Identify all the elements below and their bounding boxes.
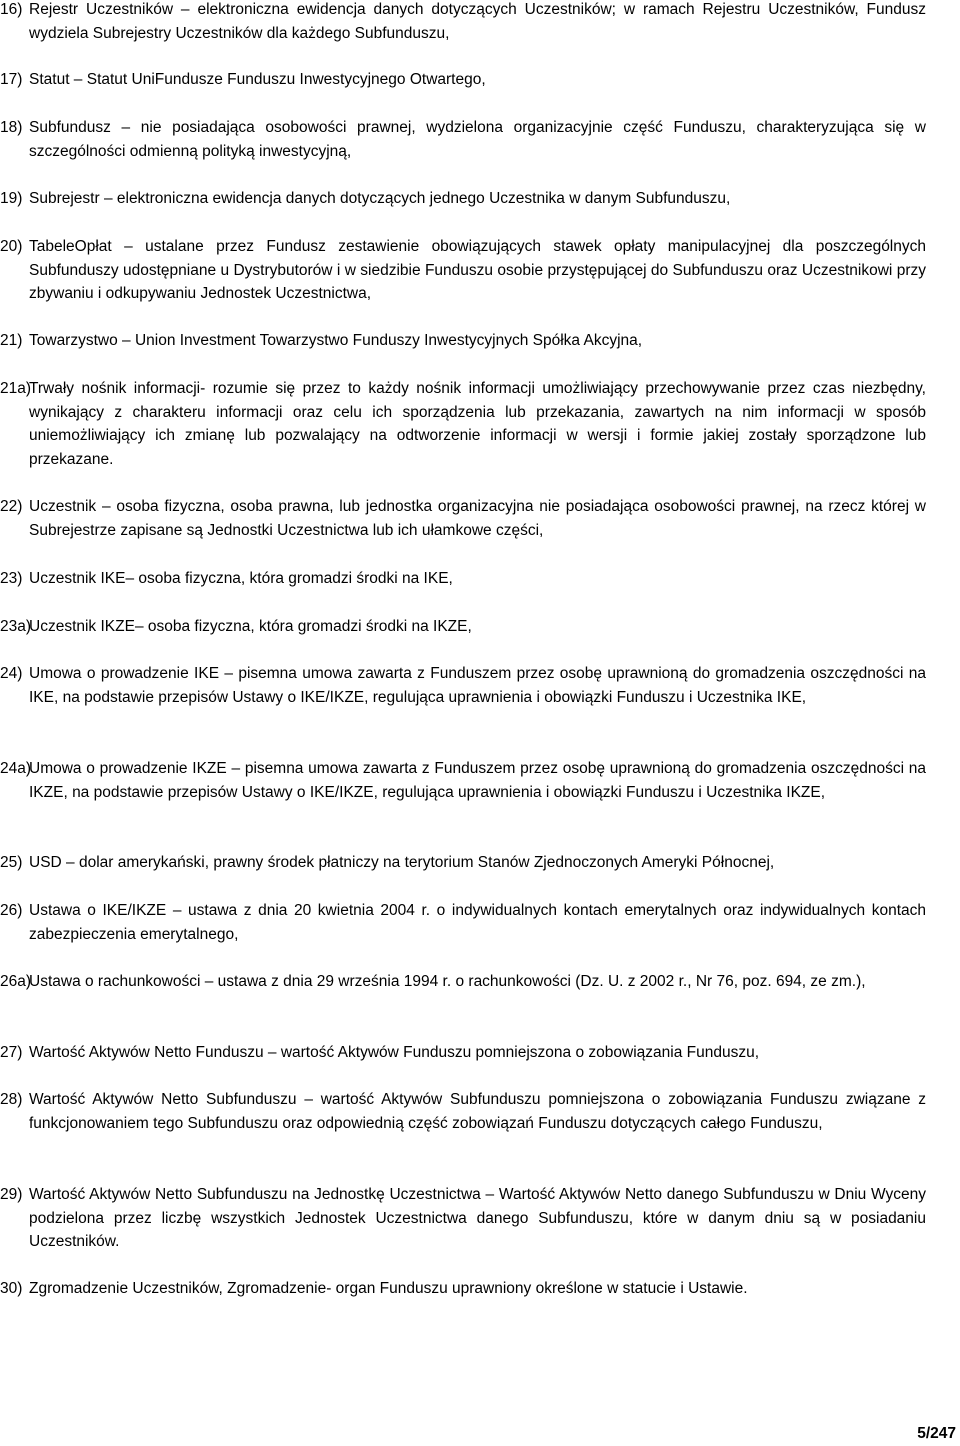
definition-item <box>0 377 926 471</box>
definition-item <box>0 970 926 994</box>
definition-text: Subrejestr – elektroniczna ewidencja danych dotyczących jednego Uczestnika w danym Subfunduszu, <box>29 190 731 207</box>
definition-number: 28) <box>0 1091 23 1108</box>
definition-text: Umowa o prowadzenie IKE – pisemna umowa zawarta z Funduszem przez osobę uprawnioną do gromadzenia oszczędności na IKE, na podstawie przepisów Ustawy o IKE/IKZE, regulująca uprawnienia i obowiązki Funduszu i Uczestnika IKE, <box>29 665 926 706</box>
definition-text: Uczestnik – osoba fizyczna, osoba prawna, lub jednostka organizacyjna nie posiadająca osobowości prawnej, na rzecz której w Subrejestrze zapisane są Jednostki Uczestnictwa lub ich ułamkowe części, <box>29 498 926 539</box>
definition-text: Zgromadzenie Uczestników, Zgromadzenie- organ Funduszu uprawniony określone w statucie i Ustawie. <box>29 1280 748 1297</box>
definition-number: 23) <box>0 570 23 587</box>
definition-text: Ustawa o rachunkowości – ustawa z dnia 29 września 1994 r. o rachunkowości (Dz. U. z 2002 r., Nr 76, poz. 694, ze zm.), <box>29 973 866 990</box>
definition-number: 26a) <box>0 973 32 990</box>
definition-text: USD – dolar amerykański, prawny środek płatniczy na terytorium Stanów Zjednoczonych Ameryki Północnej, <box>29 854 775 871</box>
definition-text: Umowa o prowadzenie IKZE – pisemna umowa zawarta z Funduszem przez osobę uprawnioną do gromadzenia oszczędności na IKZE, na podstawie przepisów Ustawy o IKE/IKZE, regulująca uprawnienia i obowiązki Funduszu i Uczestnika IKZE, <box>29 760 926 801</box>
definition-text: Towarzystwo – Union Investment Towarzystwo Funduszy Inwestycyjnych Spółka Akcyjna, <box>29 332 643 349</box>
definition-number: 23a) <box>0 618 32 635</box>
definition-item <box>0 1277 926 1301</box>
definition-text: Statut – Statut UniFundusze Funduszu Inwestycyjnego Otwartego, <box>29 71 486 88</box>
definition-text: Trwały nośnik informacji- rozumie się przez to każdy nośnik informacji umożliwiający przechowywanie przez czas niezbędny, wynikający z charakteru informacji oraz celu ich sporządzenia lub przekazania, zawartych na nim informacji w sposób uniemożliwiający ich zmianę lub pozwalający na odtworzenie informacji w wersji i formie jakiej zostały sporządzone lub przekazane. <box>29 380 926 468</box>
definition-item <box>0 1088 926 1135</box>
definition-item <box>0 187 926 211</box>
definition-number: 17) <box>0 71 23 88</box>
definition-number: 19) <box>0 190 23 207</box>
definition-number: 21a) <box>0 380 32 397</box>
definition-item <box>0 899 926 946</box>
definition-number: 18) <box>0 119 23 136</box>
definition-item <box>0 235 926 306</box>
definition-item <box>0 0 926 45</box>
definition-item <box>0 851 926 875</box>
definition-number: 22) <box>0 498 23 515</box>
definition-number: 27) <box>0 1044 23 1061</box>
definition-item <box>0 329 926 353</box>
definition-item <box>0 68 926 92</box>
definition-item <box>0 757 926 804</box>
definition-item <box>0 615 926 639</box>
definition-text: Wartość Aktywów Netto Funduszu – wartość Aktywów Funduszu pomniejszona o zobowiązania Funduszu, <box>29 1044 759 1061</box>
definition-item <box>0 1183 926 1254</box>
definition-number: 20) <box>0 238 23 255</box>
definition-number: 24a) <box>0 760 32 777</box>
definition-text: Wartość Aktywów Netto Subfunduszu na Jednostkę Uczestnictwa – Wartość Aktywów Netto danego Subfunduszu w Dniu Wyceny podzielona przez liczbę wszystkich Jednostek Uczestnictwa danego Subfunduszu, które w danym dniu są w posiadaniu Uczestników. <box>29 1186 926 1251</box>
definition-text: Subfundusz – nie posiadająca osobowości prawnej, wydzielona organizacyjnie część Funduszu, charakteryzująca się w szczególności odmienną polityką inwestycyjną, <box>29 119 926 160</box>
definition-item <box>0 495 926 542</box>
definition-number: 29) <box>0 1186 23 1203</box>
definition-text: Uczestnik IKZE– osoba fizyczna, która gromadzi środki na IKZE, <box>29 618 472 635</box>
definition-text: Wartość Aktywów Netto Subfunduszu – wartość Aktywów Subfunduszu pomniejszona o zobowiązania Funduszu związane z funkcjonowaniem tego Subfunduszu oraz odpowiednią część zobowiązań Funduszu dotyczących całego Funduszu, <box>29 1091 926 1132</box>
definition-text: Rejestr Uczestników – elektroniczna ewidencja danych dotyczących Uczestników; w ramach Rejestru Uczestników, Fundusz wydziela Subrejestry Uczestników dla każdego Subfunduszu, <box>29 1 926 42</box>
definition-item <box>0 116 926 163</box>
definition-item <box>0 567 926 591</box>
definition-number: 25) <box>0 854 23 871</box>
definition-number: 21) <box>0 332 23 349</box>
definition-text: TabeleOpłat – ustalane przez Fundusz zestawienie obowiązujących stawek opłaty manipulacyjnej dla poszczególnych Subfunduszy udostępniane u Dystrybutorów i w siedzibie Funduszu osobie przystępującej do Subfunduszu oraz Uczestnikowi przy zbywaniu i odkupywaniu Jednostek Uczestnictwa, <box>29 238 926 303</box>
definition-number: 26) <box>0 902 23 919</box>
page-number: 5/247 <box>917 1425 956 1443</box>
definition-text: Ustawa o IKE/IKZE – ustawa z dnia 20 kwietnia 2004 r. o indywidualnych kontach emerytalnych oraz indywidualnych kontach zabezpieczenia emerytalnego, <box>29 902 926 943</box>
definition-number: 16) <box>0 1 23 18</box>
definition-text: Uczestnik IKE– osoba fizyczna, która gromadzi środki na IKE, <box>29 570 453 587</box>
definition-item <box>0 1041 926 1065</box>
definition-item <box>0 662 926 709</box>
definition-number: 30) <box>0 1280 23 1297</box>
definition-number: 24) <box>0 665 23 682</box>
